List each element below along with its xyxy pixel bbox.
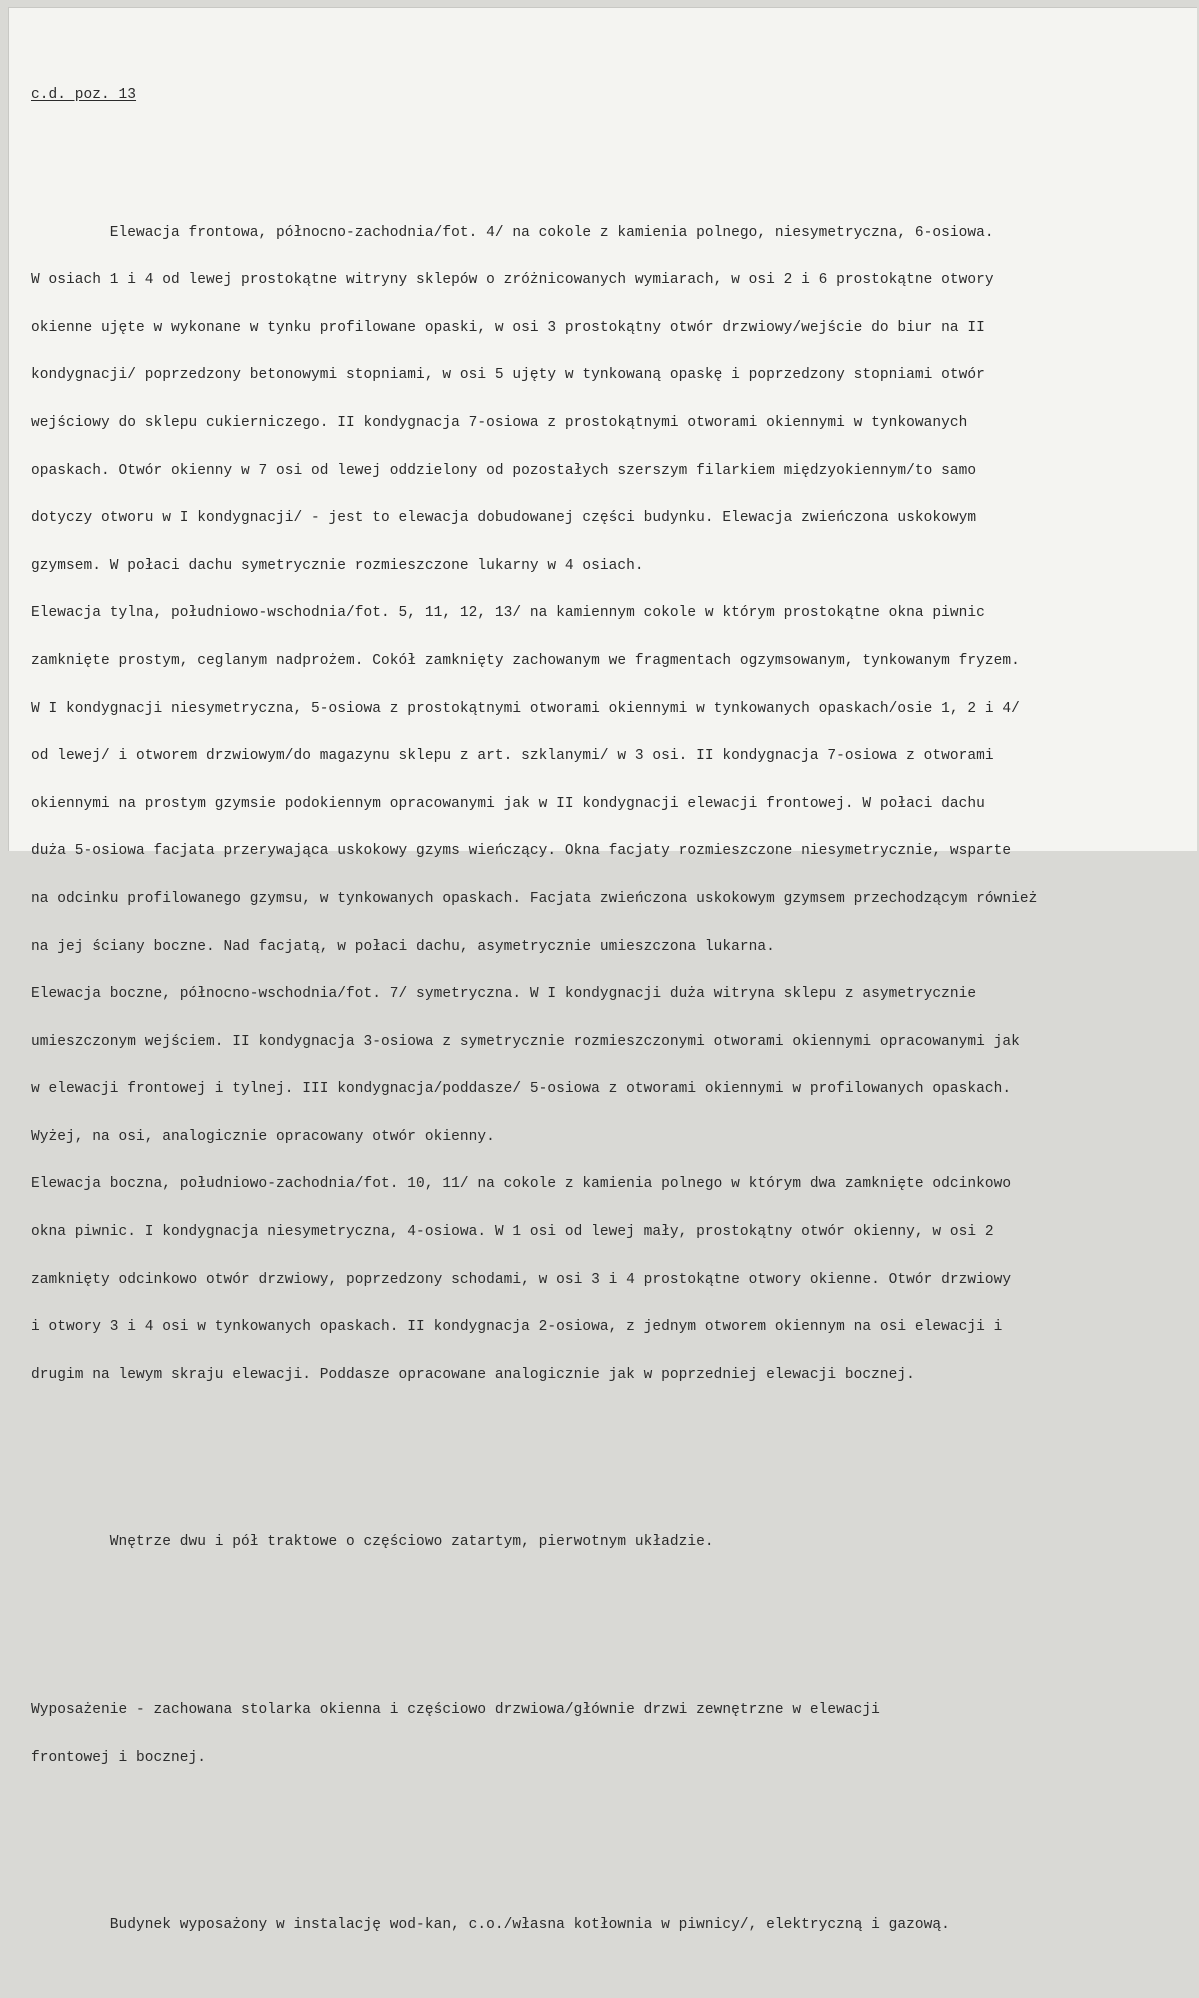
text-line: W I kondygnacji niesymetryczna, 5-osiowa z prostokątnymi otworami okiennymi w tynkowanych opaskach/osie 1, 2 i 4/ — [31, 700, 1020, 717]
text-line: W osiach 1 i 4 od lewej prostokątne witryny sklepów o zróżnicowanych wymiarach, w osi 2 i 6 prostokątne otwory — [31, 272, 994, 289]
text-line: i otwory 3 i 4 osi w tynkowanych opaskach. II kondygnacja 2-osiowa, z jednym otworem okiennym na osi elewacji i — [31, 1319, 1003, 1336]
paragraph-interior — [31, 1503, 1197, 1583]
text-line: Elewacja frontowa, północno-zachodnia/fot. 4/ na cokole z kamienia polnego, niesymetryczna, 6-osiowa. — [31, 224, 994, 241]
text-line: kondygnacji/ poprzedzony betonowymi stopniami, w osi 5 ujęty w tynkowaną opaskę i poprzedzony stopniami otwór — [31, 367, 985, 384]
text-line: dotyczy otworu w I kondygnacji/ - jest to elewacja dobudowanej części budynku. Elewacja zwieńczona uskokowym — [31, 510, 977, 527]
text-line: okienne ujęte w wykonane w tynku profilowane opaski, w osi 3 prostokątny otwór drzwiowy/wejście do biur na II — [31, 319, 985, 336]
paragraph-elevations — [31, 194, 1197, 1416]
text-line: Elewacja boczne, północno-wschodnia/fot. 7/ symetryczna. W I kondygnacji duża witryna sklepu z asymetrycznie — [31, 986, 977, 1003]
text-line: drugim na lewym skraju elewacji. Poddasze opracowane analogicznie jak w poprzedniej elewacji bocznej. — [31, 1366, 915, 1383]
document-heading: c.d. poz. 13 — [31, 87, 137, 103]
text-line: zamknięty odcinkowo otwór drzwiowy, poprzedzony schodami, w osi 3 i 4 prostokątne otwory okienne. Otwór drzwiowy — [31, 1271, 1012, 1288]
paragraph-equipment — [31, 1671, 1197, 1798]
text-line: gzymsem. W połaci dachu symetrycznie rozmieszczone lukarny w 4 osiach. — [31, 557, 644, 574]
text-line: okna piwnic. I kondygnacja niesymetryczna, 4-osiowa. W 1 osi od lewej mały, prostokątny otwór okienny, w osi 2 — [31, 1224, 994, 1241]
text-line: Budynek wyposażony w instalację wod-kan, c.o./własna kotłownia w piwnicy/, elektryczną i gazową. — [31, 1917, 950, 1934]
text-line: zamknięte prostym, ceglanym nadprożem. Cokół zamknięty zachowanym we fragmentach ogzymsowanym, tynkowanym fryzem. — [31, 652, 1020, 669]
text-line: okiennymi na prostym gzymsie podokiennym opracowanymi jak w II kondygnacji elewacji frontowej. W połaci dachu — [31, 795, 985, 812]
text-line: frontowej i bocznej. — [31, 1749, 207, 1766]
text-line: na odcinku profilowanego gzymsu, w tynkowanych opaskach. Facjata zwieńczona uskokowym gzymsem przechodzącym również — [31, 890, 1038, 907]
text-line: umieszczonym wejściem. II kondygnacja 3-osiowa z symetrycznie rozmieszczonymi otworami okiennymi opracowanymi jak — [31, 1033, 1020, 1050]
text-line: wejściowy do sklepu cukierniczego. II kondygnacja 7-osiowa z prostokątnymi otworami okiennymi w tynkowanych — [31, 414, 968, 431]
text-line: duża 5-osiowa facjata przerywająca uskokowy gzyms wieńczący. Okna facjaty rozmieszczone niesymetrycznie, wsparte — [31, 843, 1012, 860]
text-line: Elewacja tylna, południowo-wschodnia/fot. 5, 11, 12, 13/ na kamiennym cokole w którym prostokątne okna piwnic — [31, 605, 985, 622]
typed-document — [31, 56, 1197, 1998]
text-line: Wnętrze dwu i pół traktowe o częściowo zatartym, pierwotnym układzie. — [31, 1534, 714, 1551]
text-line: opaskach. Otwór okienny w 7 osi od lewej oddzielony od pozostałych szerszym filarkiem międzyokiennym/to samo — [31, 462, 977, 479]
text-line: Wyżej, na osi, analogicznie opracowany otwór okienny. — [31, 1128, 495, 1145]
document-page — [8, 7, 1197, 1934]
paragraph-installations — [31, 1886, 1197, 1966]
text-line: od lewej/ i otworem drzwiowym/do magazynu sklepu z art. szklanymi/ w 3 osi. II kondygnacja 7-osiowa z otworami — [31, 748, 994, 765]
text-line: w elewacji frontowej i tylnej. III kondygnacja/poddasze/ 5-osiowa z otworami okiennymi w profilowanych opaskach. — [31, 1081, 1012, 1098]
text-line: Elewacja boczna, południowo-zachodnia/fot. 10, 11/ na cokole z kamienia polnego w którym dwa zamknięte odcinkowo — [31, 1176, 1012, 1193]
text-line: Wyposażenie - zachowana stolarka okienna i częściowo drzwiowa/głównie drzwi zewnętrzne w elewacji — [31, 1702, 880, 1719]
text-line: na jej ściany boczne. Nad facjatą, w połaci dachu, asymetrycznie umieszczona lukarna. — [31, 938, 775, 955]
